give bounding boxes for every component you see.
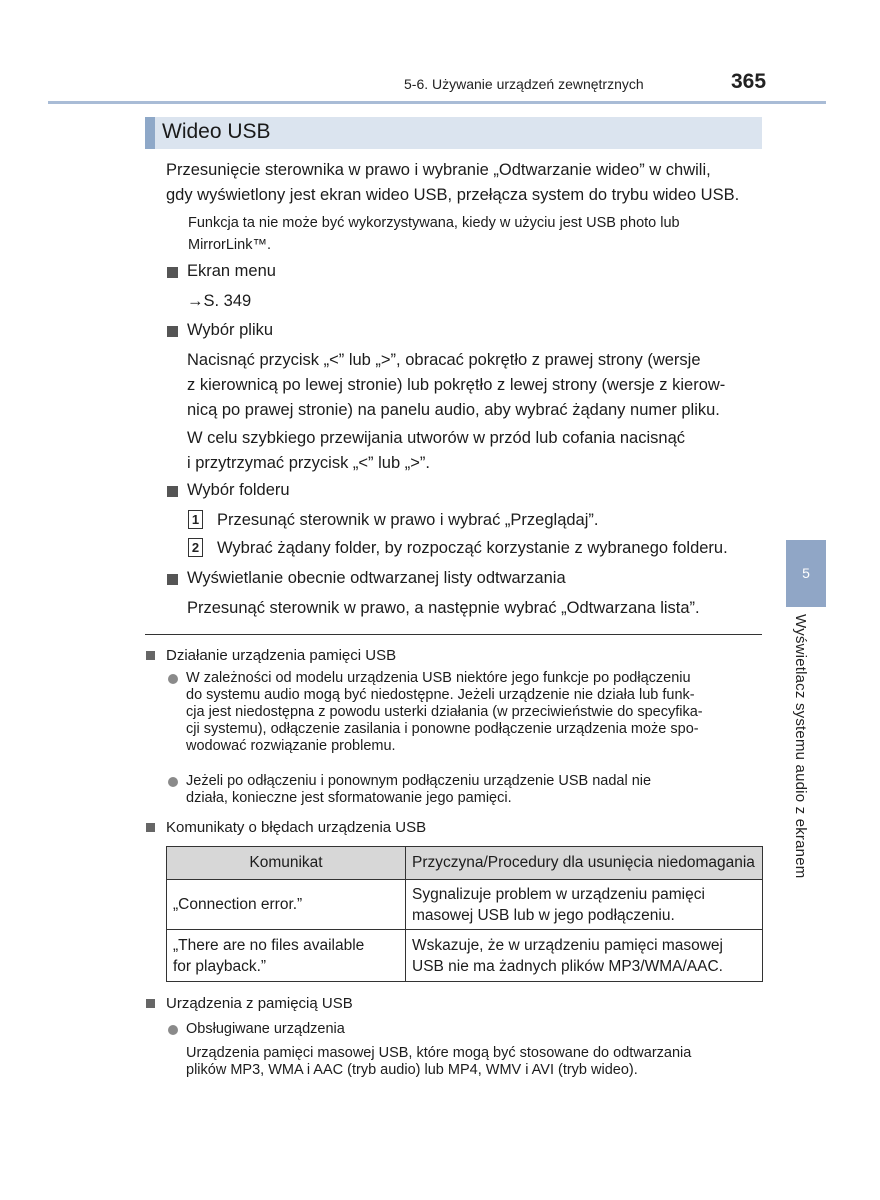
operation-bullet-1-line: cji systemu), odłączenie zasilania i ponowne podłączenie urządzenia może spo- — [186, 721, 699, 737]
heading-square-icon — [167, 326, 178, 337]
chapter-number: 5 — [802, 565, 810, 581]
section-title: Wideo USB — [162, 120, 271, 143]
error-messages-table — [166, 846, 763, 982]
heading-square-icon — [167, 267, 178, 278]
note-square-icon — [146, 823, 155, 832]
page-number: 365 — [731, 70, 767, 93]
fast-forward-line: i przytrzymać przycisk „<” lub „>”. — [187, 454, 430, 472]
heading-square-icon — [167, 574, 178, 585]
intro-paragraph — [166, 158, 739, 208]
note-square-icon — [146, 651, 155, 660]
item-heading-folder-select: Wybór folderu — [187, 481, 290, 499]
operation-bullet-2-line: Jeżeli po odłączeniu i ponownym podłączeniu urządzenie USB nadal nie — [186, 773, 652, 789]
devices-bullet: Obsługiwane urządzenia — [186, 1021, 345, 1037]
intro-line: Przesunięcie sterownika w prawo i wybranie „Odtwarzanie wideo” w chwili, — [166, 161, 711, 179]
step-text: Wybrać żądany folder, by rozpocząć korzystanie z wybranego folderu. — [217, 539, 728, 557]
running-header: 5-6. Używanie urządzeń zewnętrznych — [404, 76, 644, 92]
file-select-paragraph — [187, 348, 725, 423]
item-heading-file-select: Wybór pliku — [187, 321, 274, 339]
operation-bullet-1-line: do systemu audio mogą być niedostępne. Jeżeli urządzenie nie działa lub funk- — [186, 687, 695, 703]
bullet-dot-icon — [168, 777, 178, 787]
step-number-badge: 1 — [188, 510, 203, 529]
cell-line: „There are no files available — [173, 936, 365, 954]
intro-note — [188, 212, 680, 256]
cell-line: Sygnalizuje problem w urządzeniu pamięci — [412, 885, 705, 903]
step-text: Przesunąć sterownik w prawo i wybrać „Przeglądaj”. — [217, 511, 599, 529]
devices-paragraph — [186, 1045, 691, 1079]
step-number-badge: 2 — [188, 538, 203, 557]
table-cell-message — [167, 930, 406, 982]
cell-line: USB nie ma żadnych plików MP3/WMA/AAC. — [412, 957, 723, 975]
table-column-header: Przyczyna/Procedury dla usunięcia niedomagania — [406, 847, 763, 880]
cell-line: masowej USB lub w jego podłączeniu. — [412, 906, 675, 924]
cell-line: Wskazuje, że w urządzeniu pamięci masowej — [412, 936, 723, 954]
intro-note-line: MirrorLink™. — [188, 237, 271, 253]
file-select-line: z kierownicą po lewej stronie) lub pokrętło z lewej strony (wersje z kierow- — [187, 376, 726, 394]
table-cell-cause — [406, 930, 763, 982]
file-select-line: nicą po prawej stronie) na panelu audio, aby wybrać żądany numer pliku. — [187, 401, 720, 419]
operation-bullet-1-line: cja jest niedostępna z powodu usterki działania (w przeciwieństwie do specyfika- — [186, 704, 703, 720]
table-header-row — [167, 847, 763, 880]
page-reference-link[interactable]: →S. 349 — [187, 292, 252, 310]
chapter-label: Wyświetlacz systemu audio z ekranem — [792, 614, 809, 879]
header-rule — [48, 101, 826, 104]
table-cell-cause — [406, 880, 763, 930]
notes-divider — [145, 634, 762, 635]
heading-square-icon — [167, 486, 178, 497]
note-square-icon — [146, 999, 155, 1008]
fast-forward-paragraph — [187, 426, 685, 476]
intro-line: gdy wyświetlony jest ekran wideo USB, przełącza system do trybu wideo USB. — [166, 186, 740, 204]
cell-line: „Connection error.” — [173, 896, 303, 913]
item-heading-playlist: Wyświetlanie obecnie odtwarzanej listy odtwarzania — [187, 569, 566, 587]
operation-bullet-2-line: działa, konieczne jest sformatowanie jego pamięci. — [186, 790, 512, 806]
table-row — [167, 880, 763, 930]
item-heading-menu-screen: Ekran menu — [187, 262, 276, 280]
devices-line: Urządzenia pamięci masowej USB, które mogą być stosowane do odtwarzania — [186, 1045, 692, 1061]
operation-bullet-1-line: W zależności od modelu urządzenia USB niektóre jego funkcje po podłączeniu — [186, 670, 691, 686]
intro-note-line: Funkcja ta nie może być wykorzystywana, kiedy w użyciu jest USB photo lub — [188, 215, 680, 231]
table-column-header: Komunikat — [167, 847, 406, 880]
fast-forward-line: W celu szybkiego przewijania utworów w przód lub cofania nacisnąć — [187, 429, 685, 447]
devices-line: plików MP3, WMA i AAC (tryb audio) lub MP4, WMV i AVI (tryb wideo). — [186, 1062, 638, 1078]
cell-line: for playback.” — [173, 957, 267, 975]
table-cell-message — [167, 880, 406, 930]
operation-bullet-2 — [186, 773, 651, 807]
operation-bullet-1-line: wodować rozwiązanie problemu. — [186, 738, 396, 754]
bullet-dot-icon — [168, 1025, 178, 1035]
table-row — [167, 930, 763, 982]
note-heading-devices: Urządzenia z pamięcią USB — [166, 995, 353, 1012]
operation-bullet-1 — [186, 670, 703, 755]
note-heading-errors: Komunikaty o błędach urządzenia USB — [166, 819, 427, 836]
file-select-line: Nacisnąć przycisk „<” lub „>”, obracać pokrętło z prawej strony (wersje — [187, 351, 701, 369]
bullet-dot-icon — [168, 674, 178, 684]
playlist-text: Przesunąć sterownik w prawo, a następnie wybrać „Odtwarzana lista”. — [187, 599, 700, 617]
note-heading-operation: Działanie urządzenia pamięci USB — [166, 647, 397, 664]
section-title-accent — [145, 117, 155, 149]
